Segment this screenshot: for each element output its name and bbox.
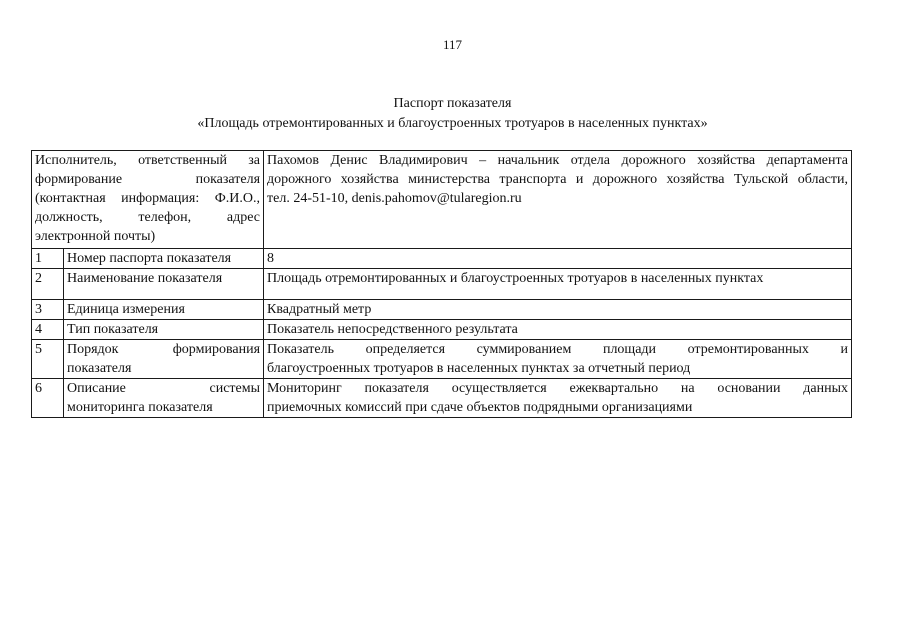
table-row xyxy=(32,249,852,269)
title-line-1: Паспорт показателя xyxy=(393,96,512,111)
row-number: 4 xyxy=(32,320,64,340)
row-value xyxy=(264,379,852,418)
row-value: 8 xyxy=(264,249,852,269)
row-label: Наименование показателя xyxy=(64,269,264,300)
row-label xyxy=(64,340,264,379)
executor-value-line: Пахомов Денис Владимирович – начальник отдела дорожного хозяйства департамента xyxy=(267,153,849,168)
table-row xyxy=(32,340,852,379)
title-line-2: «Площадь отремонтированных и благоустроенных тротуаров в населенных пунктах» xyxy=(197,116,708,131)
row-value-line: Мониторинг показателя осуществляется ежеквартально на основании данных xyxy=(267,381,849,396)
row-number: 2 xyxy=(32,269,64,300)
executor-label-line: электронной почты) xyxy=(35,229,156,244)
row-label: Тип показателя xyxy=(64,320,264,340)
row-label: Номер паспорта показателя xyxy=(64,249,264,269)
row-label-line: Описание системы xyxy=(67,381,261,396)
row-value-line: приемочных комиссий при сдаче объектов подрядными организациями xyxy=(267,400,693,415)
executor-label-line: (контактная информация: Ф.И.О., xyxy=(35,191,261,206)
executor-value-cell xyxy=(264,151,852,249)
executor-label-line: формирование показателя xyxy=(35,172,261,187)
row-label-line: показателя xyxy=(67,361,132,376)
row-number: 6 xyxy=(32,379,64,418)
executor-value-line: дорожного хозяйства министерства транспорта и дорожного хозяйства Тульской области, xyxy=(267,172,849,187)
row-value-line: Показатель определяется суммированием площади отремонтированных и xyxy=(267,342,849,357)
table-row xyxy=(32,300,852,320)
row-number: 1 xyxy=(32,249,64,269)
executor-label-line: Исполнитель, ответственный за xyxy=(35,153,261,168)
table-row xyxy=(32,320,852,340)
row-label-line: мониторинга показателя xyxy=(67,400,213,415)
row-value xyxy=(264,340,852,379)
table-row-executor xyxy=(32,151,852,249)
row-label xyxy=(64,379,264,418)
row-value: Квадратный метр xyxy=(264,300,852,320)
executor-label-cell xyxy=(32,151,264,249)
document-title xyxy=(0,94,905,134)
row-value-line: благоустроенных тротуаров в населенных пунктах за отчетный период xyxy=(267,361,691,376)
row-label-line: Порядок формирования xyxy=(67,342,261,357)
table-row xyxy=(32,379,852,418)
page-number: 117 xyxy=(442,37,463,52)
table-row xyxy=(32,269,852,300)
row-value: Площадь отремонтированных и благоустроенных тротуаров в населенных пунктах xyxy=(264,269,852,300)
row-label: Единица измерения xyxy=(64,300,264,320)
executor-label-line: должность, телефон, адрес xyxy=(35,210,261,225)
row-value: Показатель непосредственного результата xyxy=(264,320,852,340)
row-number: 3 xyxy=(32,300,64,320)
indicator-passport-table xyxy=(31,150,852,418)
row-number: 5 xyxy=(32,340,64,379)
executor-value-line: тел. 24-51-10, denis.pahomov@tularegion.ru xyxy=(267,191,522,206)
